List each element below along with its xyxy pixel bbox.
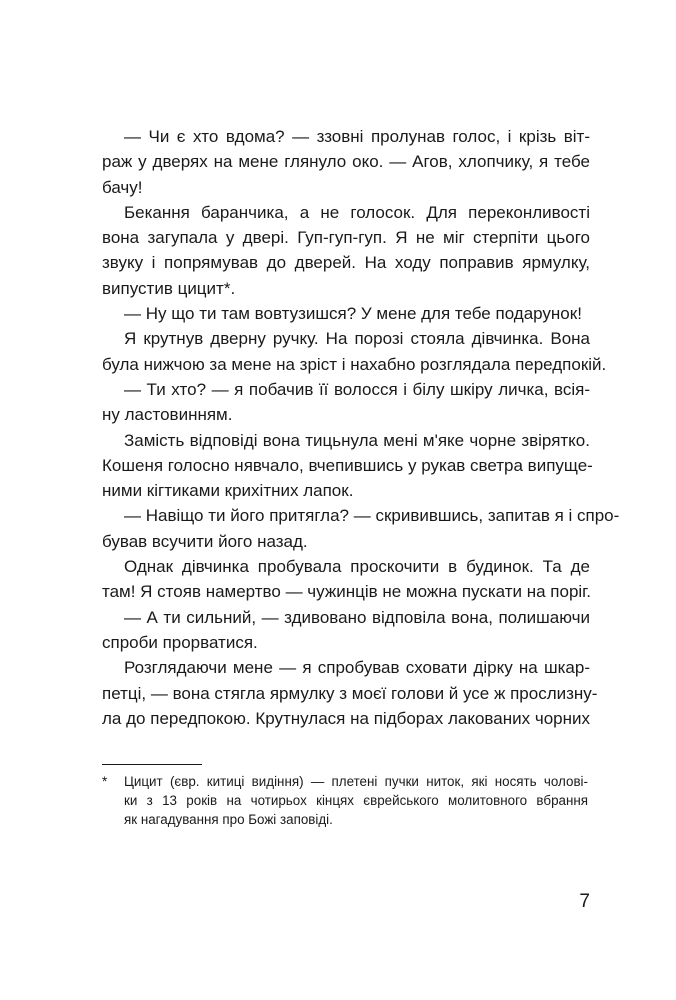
body-line: ними кігтиками крихітних лапок.: [102, 481, 354, 501]
body-line: — Ну що ти там вовтузишся? У мене для тебе подарунок!: [124, 304, 582, 324]
footnote-line: [102, 772, 588, 791]
body-line: бачу!: [102, 177, 143, 197]
body-line: ла до передпокою. Крутнулася на підборах лакованих чорних: [102, 708, 590, 728]
footnote-text: Цицит (євр. китиці видіння) — плетені пучки ниток, які носять чолові-: [124, 774, 588, 789]
body-line: Бекання баранчика, а не голосок. Для переконливості: [124, 202, 590, 222]
body-line: вона загупала у двері. Гуп-гуп-гуп. Я не міг стерпіти цього: [102, 228, 590, 248]
page-number: 7: [579, 891, 590, 912]
footnote-marker: *: [102, 774, 108, 789]
body-line: петці, — вона стягла ярмулку з моєї голови й усе ж прослизну-: [102, 683, 598, 703]
body-line: Однак дівчинка пробувала проскочити в будинок. Та де: [124, 557, 590, 577]
body-line: ну ластовинням.: [102, 405, 233, 425]
body-line: там! Я стояв намертво — чужинців не можна пускати на поріг.: [102, 582, 592, 602]
footnote-separator: [102, 764, 202, 765]
body-line: спроби прорватися.: [102, 632, 258, 652]
footnote-line: ки з 13 років на чотирьох кінцях єврейського молитовного вбрання: [124, 793, 588, 808]
body-line: раж у дверях на мене глянуло око. — Агов, хлопчику, я тебе: [102, 152, 590, 172]
body-line: була нижчою за мене на зріст і нахабно розглядала передпокій.: [102, 354, 607, 374]
body-line: звуку і попрямував до дверей. На ходу поправив ярмулку,: [102, 253, 590, 273]
body-line: — Чи є хто вдома? — ззовні пролунав голос, і крізь віт-: [124, 127, 590, 146]
body-line: — Навіщо ти його притягла? — скривившись, запитав я і спро-: [124, 506, 620, 526]
body-line: Замість відповіді вона тицьнула мені м'яке чорне звірятко.: [124, 430, 590, 450]
body-line: випустив цицит*.: [102, 278, 236, 298]
body-text: [102, 124, 620, 731]
body-line: Кошеня голосно нявчало, вчепившись у рукав светра випуще-: [102, 455, 593, 475]
body-line: Розглядаючи мене — я спробував сховати дірку на шкар-: [124, 658, 590, 678]
footnote-line: як нагадування про Божі заповіді.: [124, 812, 333, 827]
body-line: Я крутнув дверну ручку. На порозі стояла дівчинка. Вона: [124, 329, 590, 349]
footnote: [102, 772, 588, 829]
body-line: бував всучити його назад.: [102, 531, 308, 551]
body-line: — Ти хто? — я побачив її волосся і білу шкіру личка, всія-: [124, 379, 590, 399]
body-line: — А ти сильний, — здивовано відповіла вона, полишаючи: [124, 607, 590, 627]
